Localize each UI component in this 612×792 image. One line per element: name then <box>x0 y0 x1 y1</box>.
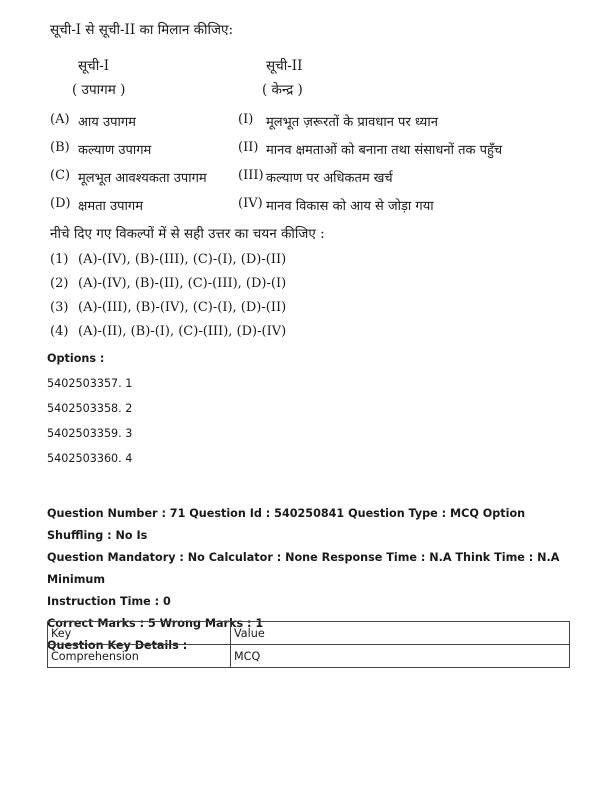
choice-text: (A)-(II), (B)-(I), (C)-(III), (D)-(IV) <box>78 324 287 339</box>
key-details-label: Question Key Details : <box>47 639 188 652</box>
choice-number: (2) <box>50 276 69 291</box>
table-row <box>48 645 570 668</box>
list2-text: मूलभूत ज़रूरतों के प्रावधान पर ध्यान <box>266 115 438 130</box>
list1-key: (A) <box>50 112 70 127</box>
choice-number: (1) <box>50 252 69 267</box>
option-item: 5402503358. 2 <box>47 402 133 415</box>
marks-line: Correct Marks : 5 Wrong Marks : 1 <box>47 617 264 630</box>
list2-text: कल्याण पर अधिकतम खर्च <box>266 171 393 186</box>
instruction-text: नीचे दिए गए विकल्पों में से सही उत्तर का चयन कीजिए : <box>50 226 325 242</box>
table-header-cell: Key <box>48 622 231 645</box>
option-item: 5402503357. 1 <box>47 377 133 390</box>
choice-text: (A)-(III), (B)-(IV), (C)-(I), (D)-(II) <box>78 300 287 315</box>
question-heading: सूची-I से सूची-II का मिलान कीजिए: <box>50 22 234 38</box>
table-cell: MCQ <box>231 645 570 668</box>
list1-title: सूची-I <box>78 58 110 74</box>
list2-subtitle: ( केन्द्र ) <box>262 82 303 98</box>
list1-subtitle: ( उपागम ) <box>72 82 126 98</box>
table-cell: Comprehension <box>48 645 231 668</box>
list1-text: क्षमता उपागम <box>78 199 143 214</box>
option-item: 5402503360. 4 <box>47 452 133 465</box>
choice-text: (A)-(IV), (B)-(II), (C)-(III), (D)-(I) <box>78 276 287 291</box>
question-info-line: Question Number : 71 Question Id : 540250841 Question Type : MCQ Option Shuffling : No Is <box>47 507 526 542</box>
list2-key: (III) <box>238 168 264 183</box>
list1-text: कल्याण उपागम <box>78 143 152 158</box>
choice-number: (4) <box>50 324 69 339</box>
list2-key: (I) <box>238 112 254 127</box>
list1-key: (B) <box>50 140 70 155</box>
question-info-line: Question Mandatory : No Calculator : None Response Time : N.A Think Time : N.A Minimum <box>47 551 560 586</box>
list1-key: (C) <box>50 168 71 183</box>
choice-number: (3) <box>50 300 69 315</box>
list2-text: मानव विकास को आय से जोड़ा गया <box>266 199 434 214</box>
list2-title: सूची-II <box>266 58 303 74</box>
list2-text: मानव क्षमताओं को बनाना तथा संसाधनों तक पहुँच <box>266 143 503 158</box>
choice-text: (A)-(IV), (B)-(III), (C)-(I), (D)-(II) <box>78 252 287 267</box>
list2-key: (II) <box>238 140 259 155</box>
list1-text: मूलभूत आवश्यकता उपागम <box>78 171 207 186</box>
table-header-row <box>48 622 570 645</box>
table-header-cell: Value <box>231 622 570 645</box>
question-info-line: Instruction Time : 0 <box>47 595 171 608</box>
key-details-table <box>47 621 570 668</box>
option-item: 5402503359. 3 <box>47 427 133 440</box>
options-label: Options : <box>47 352 105 365</box>
list1-key: (D) <box>50 196 71 211</box>
list1-text: आय उपागम <box>78 115 136 130</box>
list2-key: (IV) <box>238 196 263 211</box>
